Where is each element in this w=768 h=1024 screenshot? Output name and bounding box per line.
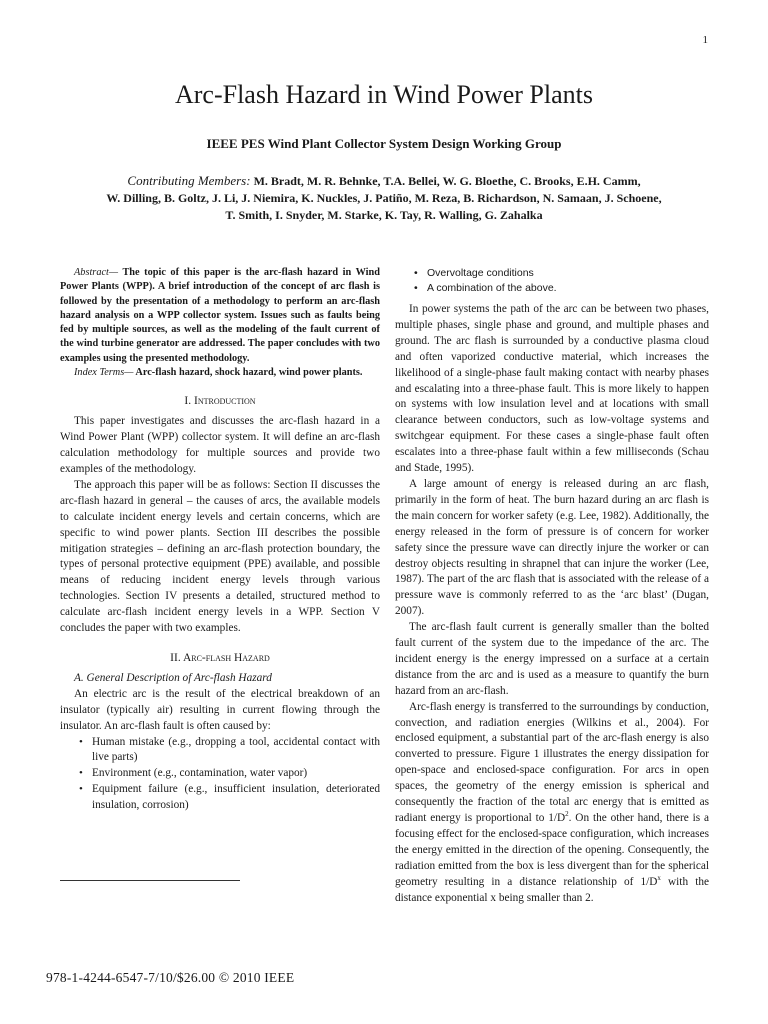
section-heading-arc-flash-hazard: II. Arc-flash Hazard	[170, 651, 270, 664]
section-heading-introduction: I. Introduction	[184, 395, 256, 408]
working-group: IEEE PES Wind Plant Collector System Design Working Group	[206, 136, 562, 151]
intro-paragraph-1: This paper investigates and discusses the arc-flash hazard in a Wind Power Plant (WPP) collector system. It will define an arc-flash calculation methodology for multiple sources and provide two examples of the methodology.	[60, 415, 380, 475]
abstract-text: The topic of this paper is the arc-flash hazard in Wind Power Plants (WPP). A brief introduction of the concept of arc flash is followed by the presentation of a methodology to perform an arc-flash hazard analysis on a WPP collector system. Issues such as faults being fed by multiple sources, as well as the modeling of the fault current of the wind turbine generator are addressed. The paper concludes with two examples using the presented methodology.	[60, 267, 380, 364]
contributing-members-label: Contributing Members:	[127, 173, 251, 188]
abstract-label: Abstract—	[74, 267, 119, 278]
index-terms-text: Arc-flash hazard, shock hazard, wind power plants.	[135, 367, 363, 379]
energy-release-paragraph: A large amount of energy is released during an arc flash, primarily in the form of heat. The burn hazard during an arc flash is the main concern for worker safety (e.g. Lee, 1982). Additionally, the energy released in the form of pressure is of concern for worker safety since the pressure wave can directly injure the worker or can destroy objects resulting in shrapnel that can injure the worker (Lee, 1987). The part of the arc flash that is associated with the release of a pressure wave is commonly referred to as the ‘arc blast’ (Dugan, 2007).	[395, 477, 709, 618]
index-terms-label: Index Terms—	[74, 367, 134, 379]
fault-current-paragraph: The arc-flash fault current is generally smaller than the bolted fault current of the system due to the impedance of the arc. The incident energy is the energy impressed on a surface at a certain distance from the arc and is used as a measure to quantify the burn hazard from an arc-flash.	[395, 621, 709, 697]
author-line-3: T. Smith, I. Snyder, M. Starke, K. Tay, R. Walling, G. Zahalka	[225, 208, 543, 222]
energy-transfer-paragraph: Arc-flash energy is transferred to the surroundings by conduction, convection, and radiation energies (Wilkins et al., 2004). For enclosed equipment, a substantial part of the arc-flash energy is also converted to pressure. Figure 1 illustrates the energy dissipation for open-space and enclosed-space configuration. For arcs in open spaces, the geometry of the energy emission is spherical and consequently the fraction of the total arc energy that is emitted as radiant energy is proportional to $1/D^2$. On the other hand, there is a focusing effect for the enclosed-space configuration, which increases the energy emitted in the direction of the opening. Consequently, the radiation emitted from the box is less divergent than for the spherical geometry resulting in a distance relationship of $1/D^x$ with the distance exponential x being smaller than 2.	[395, 700, 709, 904]
list-item: • Environment (e.g., contamination, water vapor)	[92, 766, 380, 782]
page-number: 1	[702, 34, 708, 46]
right-column	[395, 266, 709, 906]
list-item: • Overvoltage conditions	[427, 266, 709, 281]
author-line-1: M. Bradt, M. R. Behnke, T.A. Bellei, W. G. Bloethe, C. Brooks, E.H. Camm,	[253, 174, 641, 188]
abstract	[60, 266, 380, 366]
list-item: • Human mistake (e.g., dropping a tool, accidental contact with live parts)	[92, 735, 380, 767]
paper-title: Arc-Flash Hazard in Wind Power Plants	[174, 80, 593, 109]
footnote-divider	[60, 880, 240, 881]
arc-path-paragraph: In power systems the path of the arc can be between two phases, multiple phases, single phase and ground, and multiple phases and ground. The arc flash is surrounded by a conductive plasma cloud and often vaporized conductive material, which increases the likelihood of a single-phase fault making contact with nearby phases and escalating into a three-phase fault. This is more likely to happen on systems with low insulation level and at locations with small clearance between conductors, such as low-voltage systems and switchgear equipment. For these cases a single-phase fault often escalates into a three-phase fault within a few milliseconds (Schau and Stade, 1995).	[395, 303, 709, 475]
list-item: • A combination of the above.	[427, 281, 709, 296]
arc-causes-list-continued	[395, 266, 709, 296]
arc-description-paragraph: An electric arc is the result of the electrical breakdown of an insulator (typically air) resulting in current flowing through the insulator. An arc-flash fault is often caused by:	[60, 687, 380, 732]
list-item: • Equipment failure (e.g., insufficient insulation, deteriorated insulation, corrosion)	[92, 782, 380, 814]
arc-causes-list	[60, 735, 380, 815]
intro-paragraph-2: The approach this paper will be as follows: Section II discusses the arc-flash hazard in general – the causes of arcs, the available models to calculate incident energy levels and certain concerns, which are specific to wind power plants. Section III describes the possible mitigation strategies – defining an arc-flash protection boundary, the types of personal protective equipment (PPE) available, and possible means of reducing incident energy levels through various technologies. Section IV presents a detailed, structured method to calculate arc-flash incident energy levels in a WPP. Section V concludes the paper with two examples.	[60, 478, 380, 635]
index-terms	[60, 366, 380, 380]
author-list	[80, 172, 688, 224]
left-column	[60, 266, 380, 814]
copyright-footer: 978-1-4244-6547-7/10/$26.00 © 2010 IEEE	[46, 970, 295, 985]
subsection-heading-general-description: A. General Description of Arc-flash Hazard	[74, 671, 272, 684]
author-line-2: W. Dilling, B. Goltz, J. Li, J. Niemira, K. Nuckles, J. Patiño, M. Reza, B. Richardson, N. Samaan, J. Schoene,	[106, 191, 662, 205]
